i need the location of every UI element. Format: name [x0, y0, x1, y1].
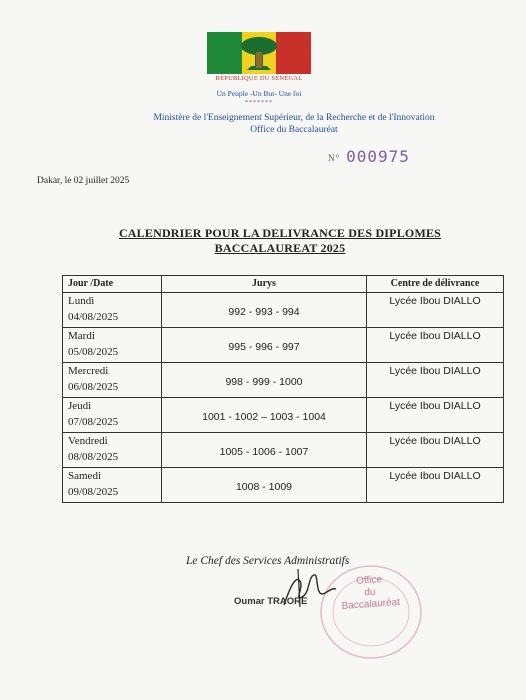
day-date-cell [63, 328, 161, 362]
day-date-cell [63, 398, 161, 432]
table-row [63, 327, 503, 362]
centre-cell: Lycée Ibou DIALLO [366, 328, 503, 362]
date-label: 07/08/2025 [68, 416, 119, 428]
stamp-line-2: du [364, 586, 376, 599]
document-number [328, 147, 410, 166]
senegal-flag-emblem [207, 32, 311, 74]
centre-cell: Lycée Ibou DIALLO [366, 293, 503, 327]
stamp-text [329, 572, 411, 613]
day-date-cell [63, 293, 161, 327]
title-line-1: CALENDRIER POUR LA DELIVRANCE DES DIPLOMES [118, 226, 442, 240]
day-label: Lundi [68, 295, 95, 307]
date-label: 05/08/2025 [68, 346, 119, 358]
date-label: 06/08/2025 [68, 381, 119, 393]
day-label: Vendredi [68, 435, 108, 447]
jurys-cell: 1008 - 1009 [161, 468, 366, 502]
table-row [63, 397, 503, 432]
date-label: 08/08/2025 [68, 451, 119, 463]
day-label: Mardi [68, 330, 95, 342]
jurys-cell: 1001 - 1002 – 1003 - 1004 [161, 398, 366, 432]
signatory-title: Le Chef des Services Administratifs [186, 555, 350, 567]
table-row [63, 467, 503, 502]
date-label: 04/08/2025 [68, 311, 119, 323]
centre-cell: Lycée Ibou DIALLO [366, 398, 503, 432]
stamp-line-1: Office [355, 574, 383, 587]
table-header-row [63, 276, 503, 292]
document-title [60, 226, 500, 256]
signatory-name: Oumar TRAORE [234, 596, 308, 607]
centre-cell: Lycée Ibou DIALLO [366, 433, 503, 467]
centre-cell: Lycée Ibou DIALLO [366, 468, 503, 502]
table-row [63, 292, 503, 327]
table-row [63, 432, 503, 467]
title-line-2: BACCALAUREAT 2025 [214, 241, 346, 255]
day-label: Mercredi [68, 365, 109, 377]
day-date-cell [63, 468, 161, 502]
number-value: 000975 [346, 147, 410, 166]
office-name: Office du Baccalauréat [250, 125, 338, 135]
day-date-cell [63, 433, 161, 467]
header-day-date: Jour /Date [68, 278, 114, 289]
national-motto: Un Peuple -Un But- Une foi [216, 89, 302, 98]
calendar-table [62, 275, 504, 503]
header-jurys: Jurys [161, 276, 366, 292]
jurys-cell: 992 - 993 - 994 [161, 293, 366, 327]
ministry-name: Ministère de l'Enseignement Supérieur, de la Recherche et de l'Innovation [153, 113, 435, 123]
stars-divider: ******* [245, 100, 273, 106]
place-date: Dakar, le 02 juillet 2025 [37, 176, 130, 186]
day-label: Samedi [68, 470, 101, 482]
republic-label: RÉPUBLIQUE DU SÉNÉGAL [215, 75, 303, 82]
jurys-cell: 998 - 999 - 1000 [161, 363, 366, 397]
date-label: 09/08/2025 [68, 486, 119, 498]
jurys-cell: 1005 - 1006 - 1007 [161, 433, 366, 467]
stamp-line-3: Baccalauréat [341, 596, 401, 612]
centre-cell: Lycée Ibou DIALLO [366, 363, 503, 397]
table-row [63, 362, 503, 397]
number-prefix: N° [328, 152, 341, 163]
day-label: Jeudi [68, 400, 92, 412]
jurys-cell: 995 - 996 - 997 [161, 328, 366, 362]
header-centre: Centre de délivrance [366, 276, 503, 292]
ministry-heading [120, 112, 468, 136]
day-date-cell [63, 363, 161, 397]
